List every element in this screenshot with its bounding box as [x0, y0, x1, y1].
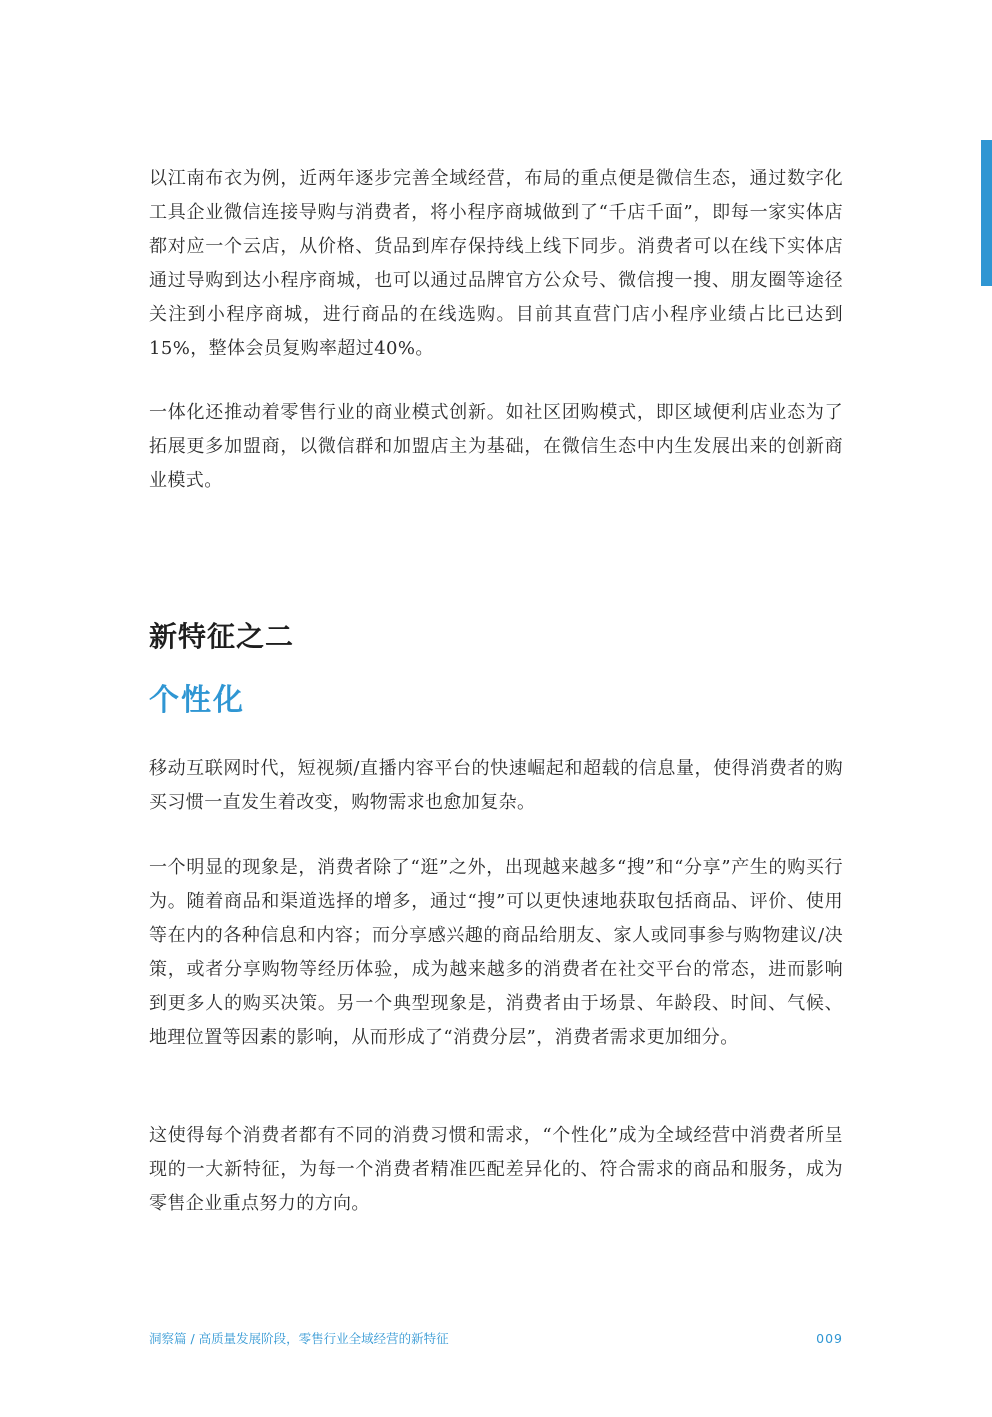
footer-breadcrumb: 洞察篇 / 高质量发展阶段，零售行业全域经营的新特征	[149, 1331, 449, 1346]
section-title: 个性化	[149, 683, 245, 718]
paragraph-mobile-internet: 移动互联网时代，短视频/直播内容平台的快速崛起和超载的信息量，使得消费者的购买习惯一直发生着改变，购物需求也愈加复杂。	[149, 758, 843, 813]
page-number: 009	[816, 1331, 843, 1346]
paragraph-personalization: 这使得每个消费者都有不同的消费习惯和需求，“个性化”成为全域经营中消费者所呈现的一大新特征，为每一个消费者精准匹配差异化的、符合需求的商品和服务，成为零售企业重点努力的方向。	[149, 1125, 843, 1214]
side-accent-bar	[981, 140, 992, 286]
paragraph-consumer-behavior: 一个明显的现象是，消费者除了“逛”之外，出现越来越多“搜”和“分享”产生的购买行为。随着商品和渠道选择的增多，通过“搜”可以更快速地获取包括商品、评价、使用等在内的各种信息和内容；而分享感兴趣的商品给朋友、家人或同事参与购物建议/决策，或者分享购物等经历体验，成为越来越多的消费者在社交平台的常态，进而影响到更多人的购买决策。另一个典型现象是，消费者由于场景、年龄段、时间、气候、地理位置等因素的影响，从而形成了“消费分层”，消费者需求更加细分。	[149, 857, 843, 1048]
section-label: 新特征之二	[149, 620, 295, 653]
paragraph-integration-innovation: 一体化还推动着零售行业的商业模式创新。如社区团购模式，即区域便利店业态为了拓展更多加盟商，以微信群和加盟店主为基础，在微信生态中内生发展出来的创新商业模式。	[149, 402, 843, 491]
paragraph-jiangnan-example: 以江南布衣为例，近两年逐步完善全域经营，布局的重点便是微信生态，通过数字化工具企业微信连接导购与消费者，将小程序商城做到了“千店千面”，即每一家实体店都对应一个云店，从价格、货品到库存保持线上线下同步。消费者可以在线下实体店通过导购到达小程序商城，也可以通过品牌官方公众号、微信搜一搜、朋友圈等途径关注到小程序商城，进行商品的在线选购。目前其直营门店小程序业绩占比已达到15%，整体会员复购率超过40%。	[149, 168, 843, 359]
